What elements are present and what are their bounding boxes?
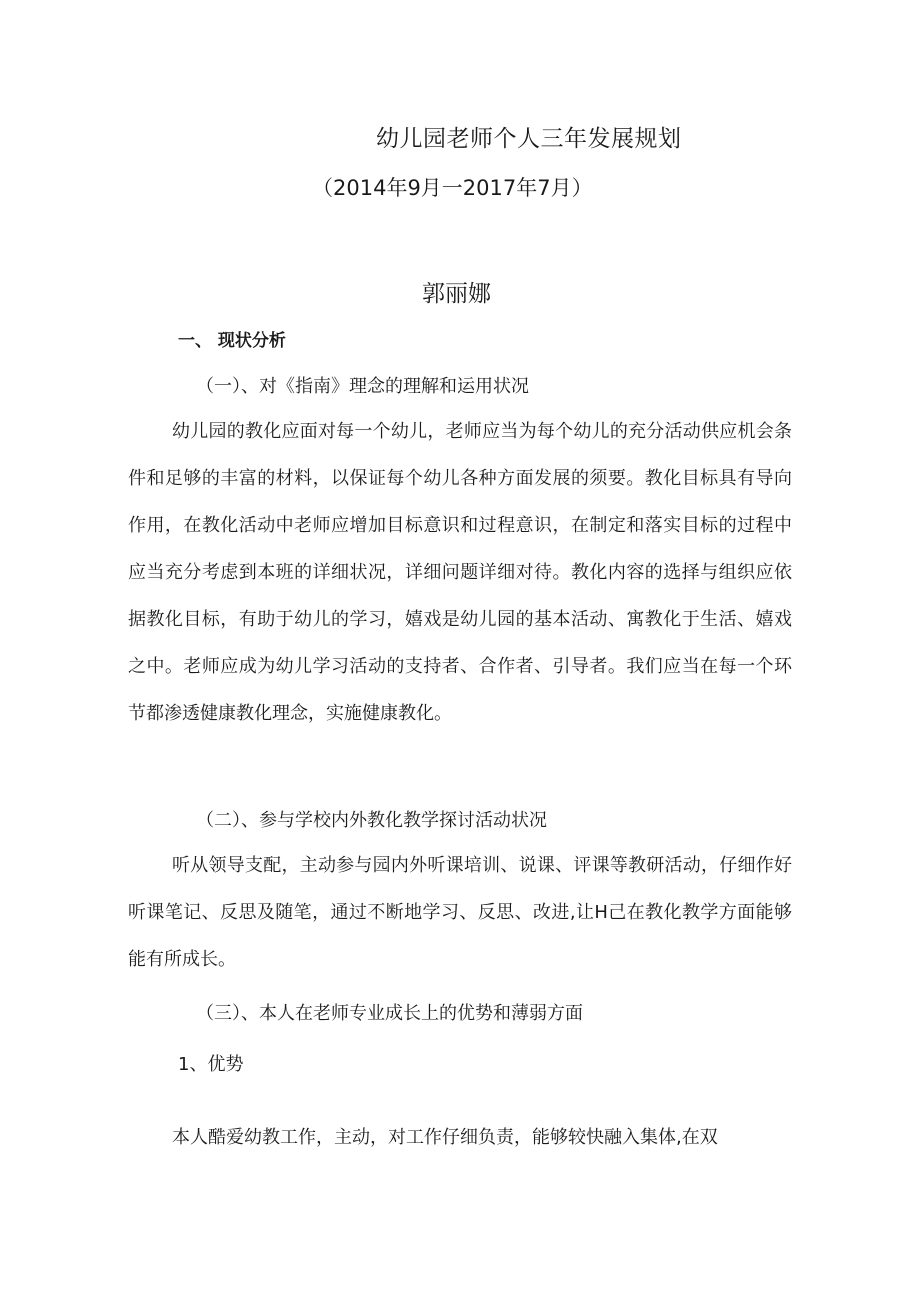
strength-heading: 1、优势	[178, 1054, 244, 1075]
paragraph-strengths: 本人酷爱幼教工作，主动，对工作仔细负责，能够较快融入集体,在双	[172, 1127, 718, 1148]
paragraph-guide-concepts: 幼儿园的教化应面对每一个幼儿，老师应当为每个幼儿的充分活动供应机会条件和足够的丰富的材料，以保证每个幼儿各种方面发展的须要。教化目标具有导向作用，在教化活动中老师应增加目标意识和过程意识，在制定和落实目标的过程中应当充分考虑到本班的详细状况，详细问题详细对待。教化内容的选择与组织应依据教化目标，有助于幼儿的学习，嬉戏是幼儿园的基本活动、寓教化于生活、嬉戏之中。老师应成为幼儿学习活动的支持者、合作者、引导者。我们应当在每一个环节都渗透健康教化理念，实施健康教化。	[128, 421, 792, 724]
document-title: 幼儿园老师个人三年发展规划	[376, 126, 682, 152]
subsection-heading-guide-concepts: （一）、对《指南》理念的理解和运用状况	[196, 376, 529, 397]
author-name: 郭丽娜	[422, 281, 491, 307]
subsection-heading-strengths-weaknesses: （三）、本人在老师专业成长上的优势和薄弱方面	[196, 1003, 583, 1024]
subsection-heading-research-activities: （二）、参与学校内外教化教学探讨活动状况	[196, 810, 547, 831]
paragraph-research-activities: 听从领导支配，主动参与园内外听课培训、说课、评课等教研活动，仔细作好听课笔记、反思及随笔，通过不断地学习、反思、改进,让H己在教化教学方面能够能有所成长。	[128, 855, 792, 970]
section-heading-status-analysis: 一、 现状分析	[178, 331, 286, 351]
date-range: （2014年9月一2017年7月）	[312, 176, 593, 200]
